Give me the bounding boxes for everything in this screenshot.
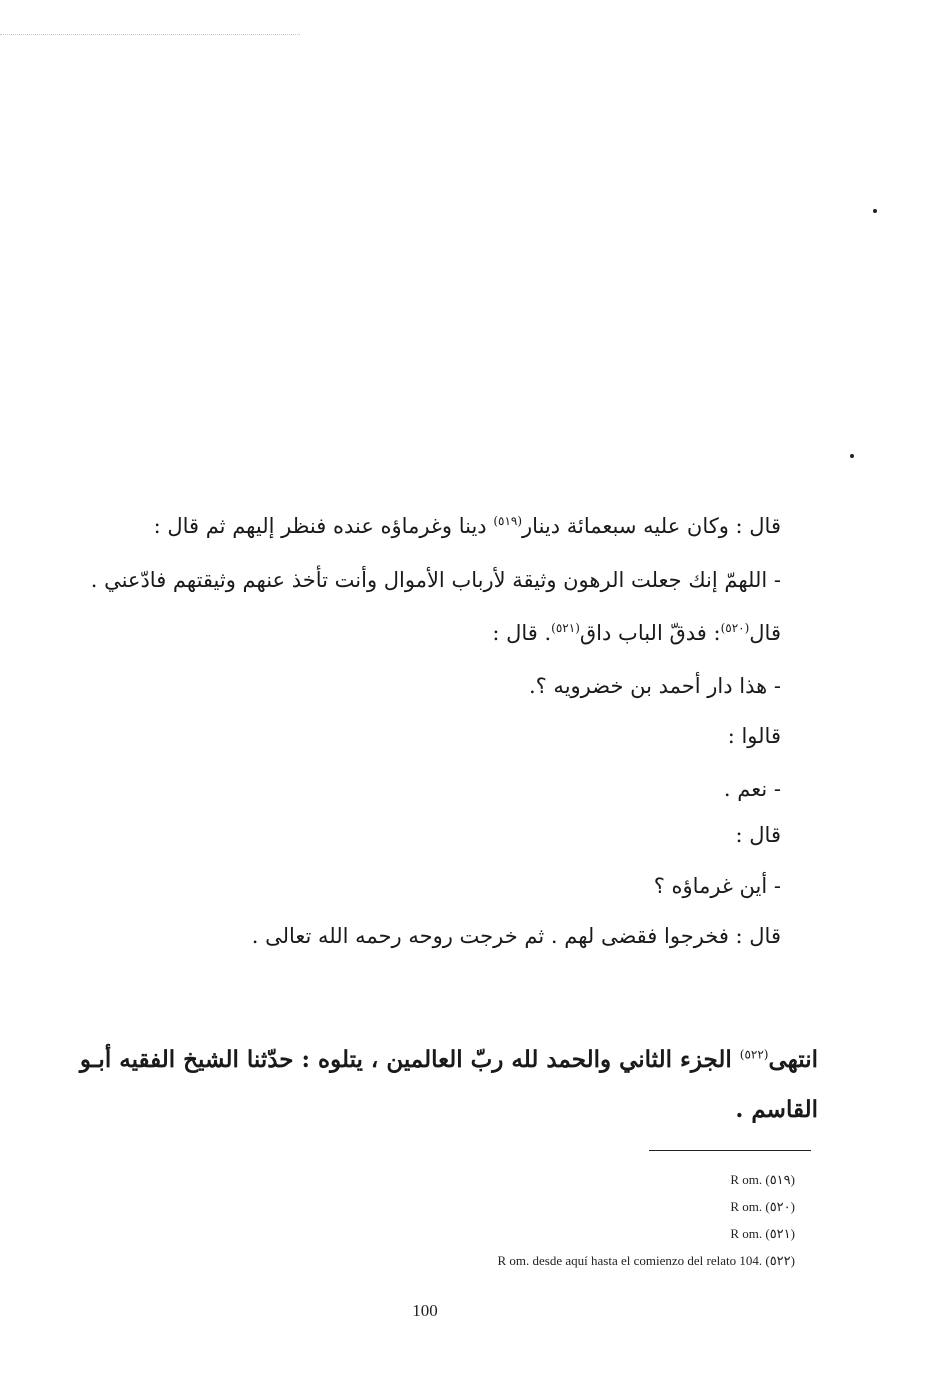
body-line-2: - اللهمّ إنك جعلت الرهون وثيقة لأرباب الأموال وأنت تأخذ عنهم وثيقتهم فادّعني . <box>90 568 781 592</box>
page-number: 100 <box>412 1301 438 1320</box>
body-line-7: قال : <box>735 823 781 847</box>
footnote-divider <box>649 1150 811 1151</box>
body-line-5: قالوا : <box>727 724 781 748</box>
body-line-9: قال : فخرجوا فقضى لهم . ثم خرجت روحه رحمه الله تعالى . <box>251 924 781 948</box>
footnote-ref: (٥٢١) <box>551 621 580 635</box>
body-line-6: - نعم . <box>723 777 781 801</box>
scan-artifact-line <box>0 34 300 35</box>
footnote-ref: (٥٢٠) <box>720 621 750 635</box>
closing-line-1: انتهى$^{(٥٢٢)}$ الجزء الثاني والحمد لله ربّ العالمين ، يتلوه : حدّثنا الشيخ الفقيه أبـو <box>79 1046 818 1073</box>
footnote-ref: (٥٢٢) <box>739 1047 769 1062</box>
body-line-4: - هذا دار أحمد بن خضرويه ؟. <box>528 674 781 698</box>
body-line-1: قال : وكان عليه سبعمائة دينار$^{(٥١٩)}$ دينا وغرماؤه عنده فنظر إليهم ثم قال : <box>153 514 781 538</box>
footnote: R om. (٥١٩) <box>730 1172 795 1187</box>
body-line-8: - أين غرماؤه ؟ <box>653 874 781 898</box>
footnote: R om. (٥٢٠) <box>730 1199 795 1214</box>
scan-speck <box>850 454 854 458</box>
body-line-3: قال$^{(٥٢٠)}$: فدقّ الباب داق$^{(٥٢١)}$. قال : <box>492 621 781 645</box>
footnote: R om. desde aquí hasta el comienzo del relato 104. (٥٢٢) <box>497 1253 795 1268</box>
closing-line-2: القاسم . <box>735 1096 818 1123</box>
footnote-ref: (٥١٩) <box>493 514 523 528</box>
footnote: R om. (٥٢١) <box>730 1226 795 1241</box>
scan-speck <box>873 209 877 213</box>
